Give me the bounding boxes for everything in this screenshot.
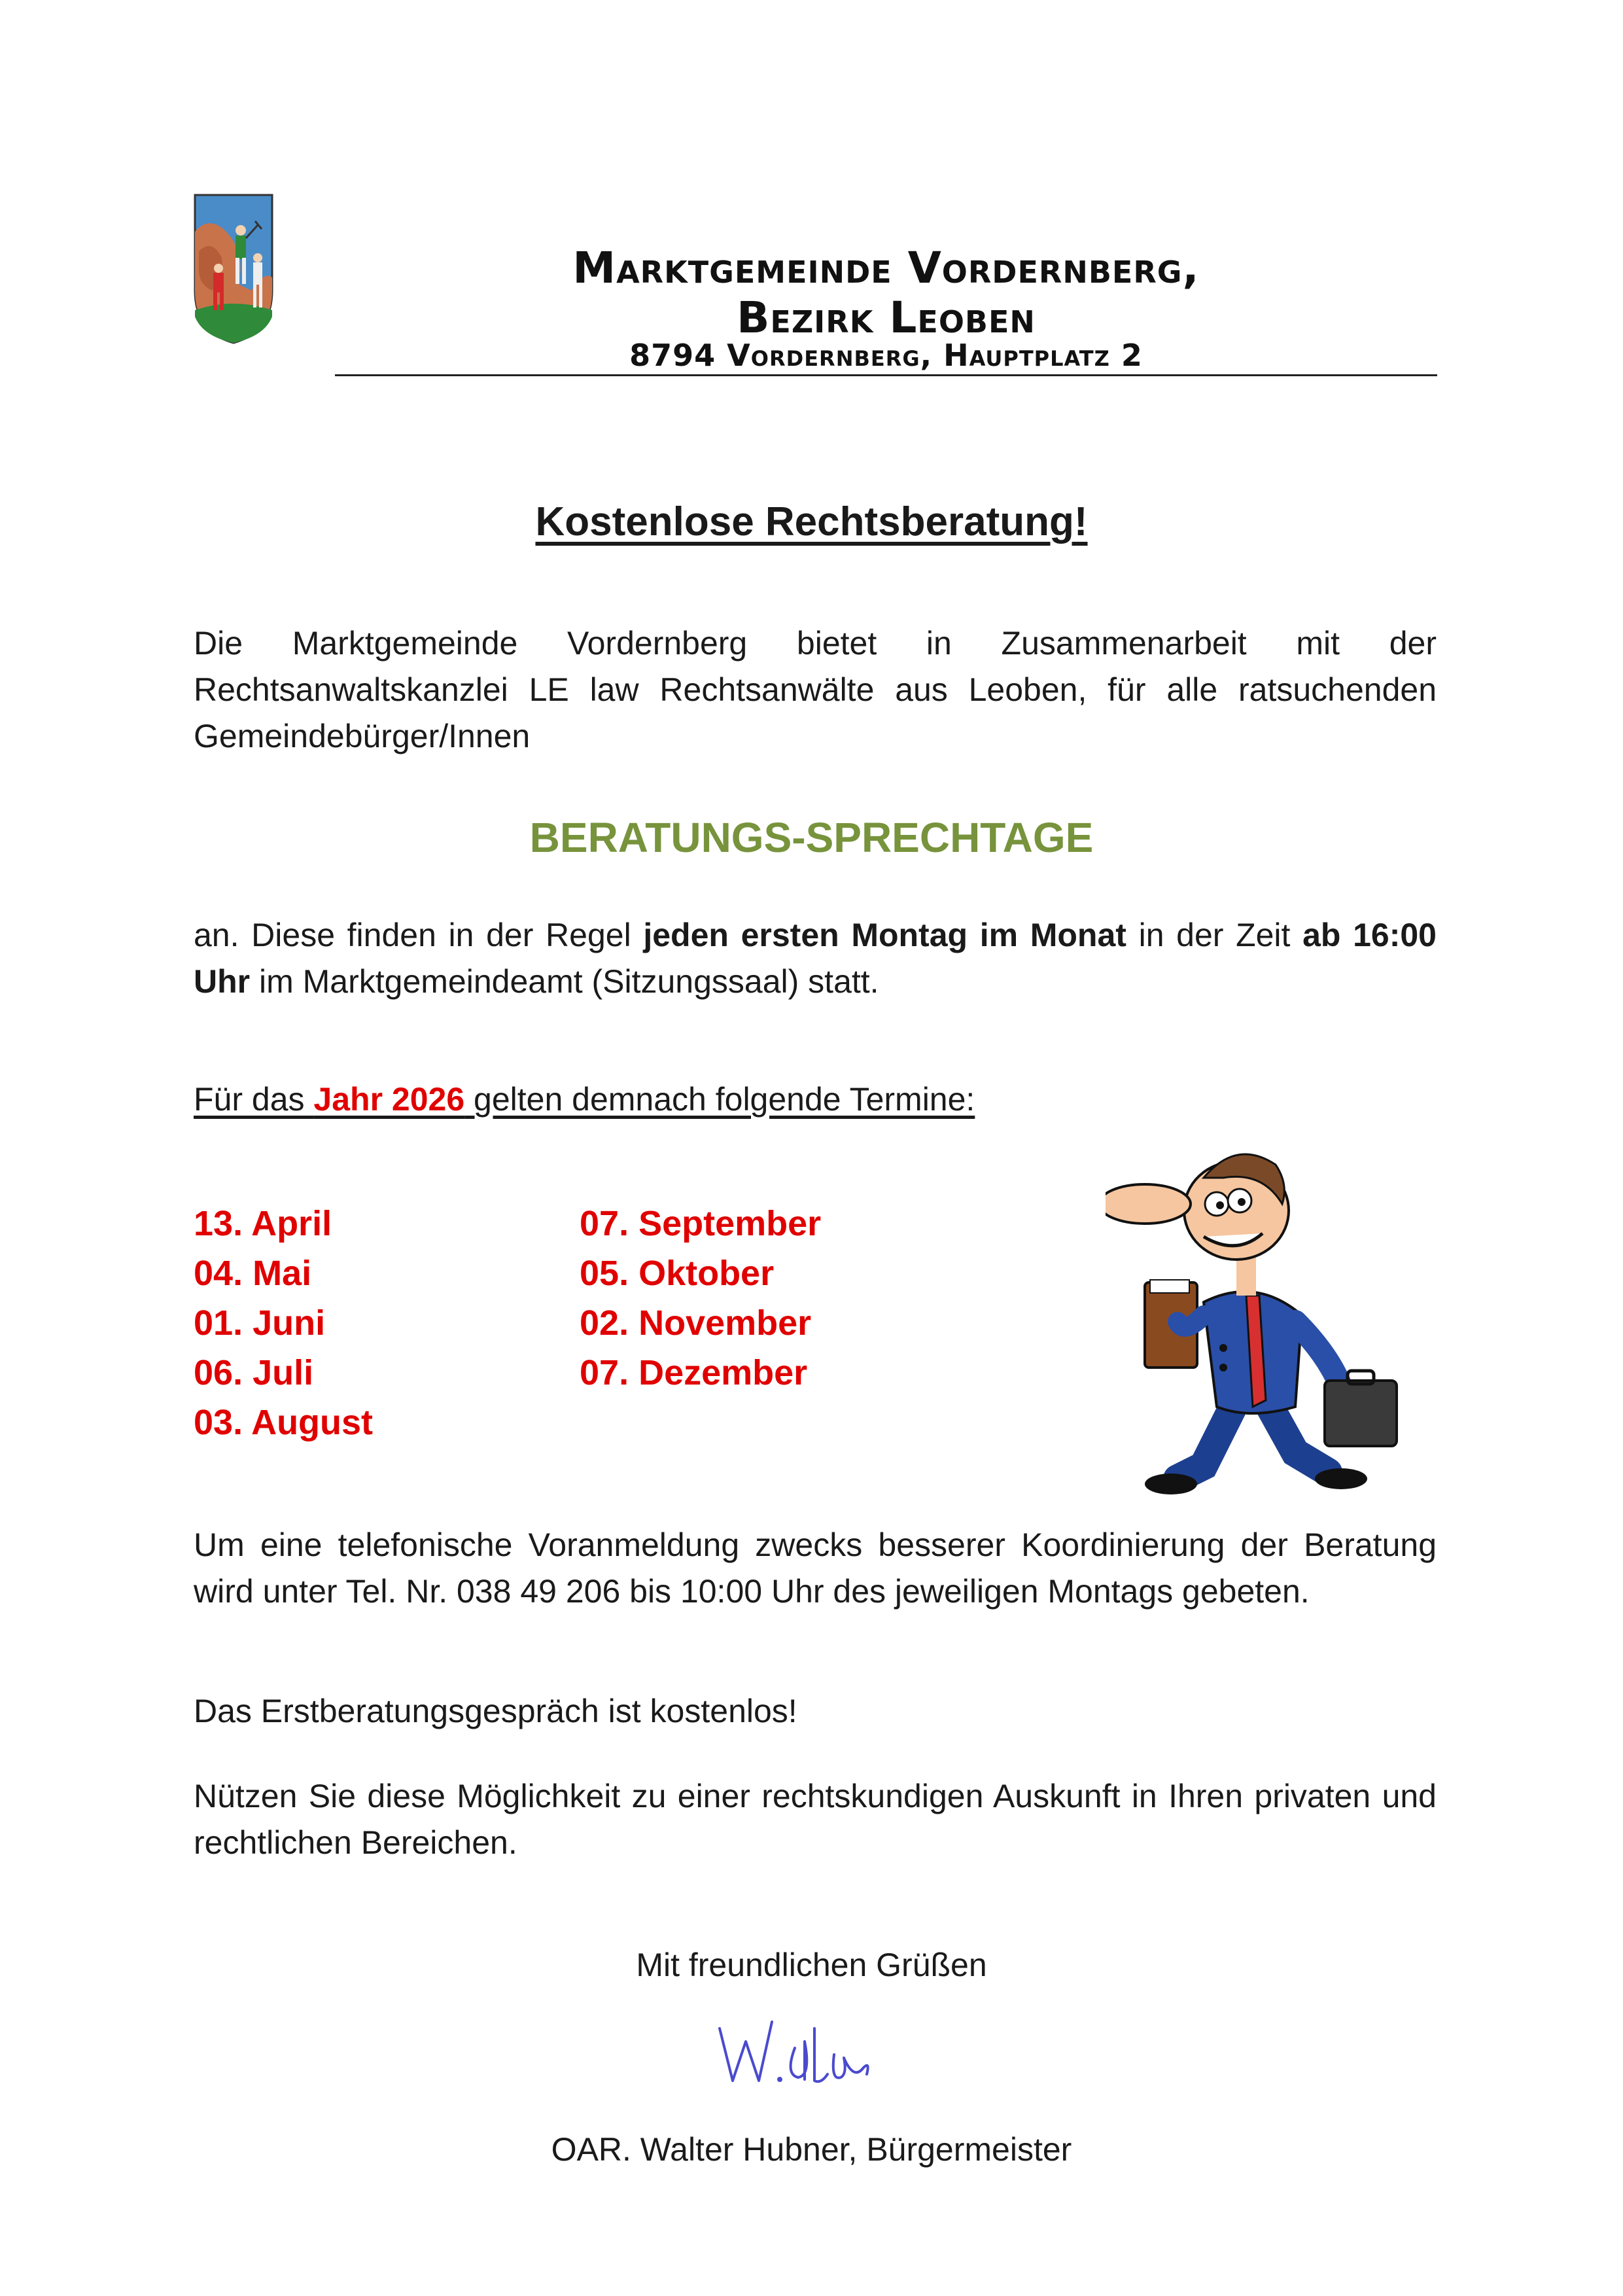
lawyer-cartoon-illustration	[1106, 1125, 1406, 1505]
phone-registration-paragraph: Um eine telefonische Voranmeldung zwecks besserer Koordinierung der Beratung wird unter Tel. Nr. 038 49 206 bis 10:00 Uhr des jeweiligen Montags gebeten.	[194, 1527, 1437, 1610]
municipal-crest-logo	[192, 192, 275, 345]
date-item: 03. August	[194, 1403, 374, 1442]
date-item: 01. Juni	[194, 1303, 326, 1343]
info-text-1: an. Diese finden in der Regel	[194, 917, 644, 953]
date-item: 02. November	[580, 1303, 812, 1343]
year-line-before: Für das	[194, 1081, 314, 1118]
signer-name: OAR. Walter Hubner, Bürgermeister	[551, 2131, 1072, 2168]
usage-paragraph: Nützen Sie diese Möglichkeit zu einer rechtskundigen Auskunft in Ihren privaten und rechtlichen Bereichen.	[194, 1778, 1437, 1861]
date-item: 07. September	[580, 1204, 822, 1243]
closing-greeting: Mit freundlichen Grüßen	[636, 1947, 987, 1983]
header-address: 8794 Vordernberg, Hauptplatz 2	[629, 338, 1143, 373]
date-item: 06. Juli	[194, 1353, 314, 1392]
info-text-2: in der Zeit	[1126, 917, 1303, 953]
date-item: 04. Mai	[194, 1254, 312, 1293]
header-district: Bezirk Leoben	[737, 292, 1036, 343]
intro-paragraph: Die Marktgemeinde Vordernberg bietet in Zusammenarbeit mit der Rechtsanwaltskanzlei LE law Rechtsanwälte aus Leoben, für alle ratsuchenden Gemeindebürger/Innen	[194, 625, 1437, 754]
date-item: 07. Dezember	[580, 1353, 808, 1392]
year-line-after: gelten demnach folgende Termine:	[464, 1081, 975, 1118]
date-item: 05. Oktober	[580, 1254, 775, 1293]
document-title: Kostenlose Rechtsberatung!	[535, 499, 1088, 544]
year-highlight: Jahr 2026	[313, 1081, 465, 1118]
handwritten-signature	[707, 2002, 890, 2100]
header-divider	[335, 374, 1437, 376]
info-bold-day: jeden ersten Montag im Monat	[643, 917, 1126, 953]
header-municipality-name: Marktgemeinde Vordernberg,	[572, 243, 1200, 293]
date-item: 13. April	[194, 1204, 332, 1243]
free-consultation-note: Das Erstberatungsgespräch ist kostenlos!	[194, 1693, 797, 1729]
schedule-info-paragraph	[194, 912, 1437, 1005]
dates-intro-line	[194, 1076, 1437, 1123]
info-bold-time: ab 16:00 Uhr	[194, 917, 1437, 1000]
info-text-3: im Marktgemeindeamt (Sitzungssaal) statt.	[250, 963, 879, 1000]
consultation-days-heading: BERATUNGS-SPRECHTAGE	[529, 814, 1094, 861]
